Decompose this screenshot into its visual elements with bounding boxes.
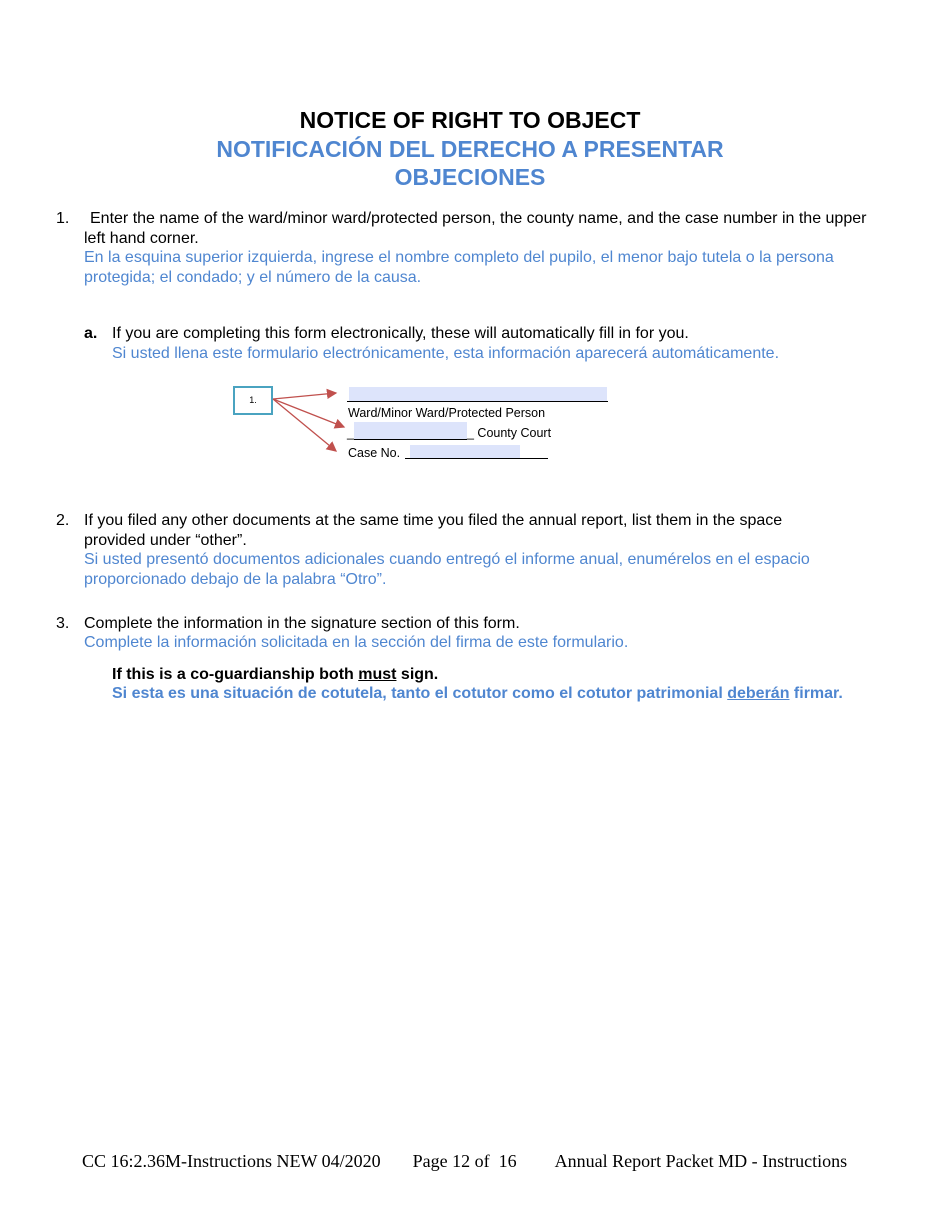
item-2-text-spanish: Si usted presentó documentos adicionales cuando entregó el informe anual, enumérelos en el espacio proporcionado debajo de la palabra “Otro”. (84, 551, 810, 588)
page-footer (82, 1151, 882, 1172)
county-label: _ County Court (467, 426, 552, 440)
coguardian-note-end: sign. (396, 666, 439, 683)
item-1-text-spanish: En la esquina superior izquierda, ingrese el nombre completo del pupilo, el menor bajo tutela o la persona protegida; el condado; y el número de la causa. (84, 249, 834, 286)
county-prefix: _ (347, 426, 354, 440)
case-line (405, 458, 548, 459)
arrow-to-county-field (273, 399, 344, 427)
coguardian-note (112, 665, 912, 685)
ward-name-line (347, 401, 608, 402)
ward-name-fill-field (349, 387, 607, 401)
footer-form-id: CC 16:2.36M-Instructions NEW 04/2020 (82, 1151, 381, 1171)
page-title: NOTICE OF RIGHT TO OBJECT (299, 107, 641, 133)
ward-label: Ward/Minor Ward/Protected Person (348, 406, 546, 420)
page-title-spanish-line1: NOTIFICACIÓN DEL DERECHO A PRESENTAR (216, 136, 724, 162)
coguardian-must: must (358, 666, 397, 683)
item-2-number: 2. (56, 512, 70, 529)
arrow-to-ward-field (273, 393, 336, 399)
footer-page-number: Page 12 of 16 (412, 1151, 517, 1171)
item-3-text: Complete the information in the signature section of this form. (84, 615, 520, 632)
case-fill-field (410, 445, 520, 458)
county-fill-field (354, 422, 467, 440)
subitem-a-letter: a. (84, 325, 98, 342)
page-title-spanish (0, 135, 940, 191)
coguardian-deberan: deberán (727, 685, 790, 702)
coguardian-note-spanish (112, 684, 912, 704)
item-1-number: 1. (56, 210, 70, 227)
item-3-number: 3. (56, 615, 70, 632)
coguardian-spanish-end: firmar. (789, 685, 843, 702)
coguardian-note-start: If this is a co-guardianship both (112, 666, 359, 683)
coguardian-spanish-start: Si esta es una situación de cotutela, tanto el cotutor como el cotutor patrimonial (112, 685, 728, 702)
page-title-spanish-line2: OBJECIONES (394, 164, 546, 190)
footer-packet-name: Annual Report Packet MD - Instructions (554, 1151, 848, 1171)
arrow-to-case-field (273, 399, 336, 451)
item-3-text-spanish: Complete la información solicitada en la sección del firma de este formulario. (84, 634, 629, 651)
item-1-text: Enter the name of the ward/minor ward/protected person, the county name, and the case number in the upper left hand corner. (84, 210, 867, 247)
subitem-a-text-spanish: Si usted llena este formulario electrónicamente, esta información aparecerá automáticamente. (112, 345, 780, 362)
case-label: Case No. (348, 446, 401, 460)
example-field-box: 1. (233, 386, 273, 415)
subitem-a-text: If you are completing this form electronically, these will automatically fill in for you. (112, 325, 689, 342)
item-2-text: If you filed any other documents at the same time you filed the annual report, list them in the space provided under “other”. (84, 512, 783, 549)
example-arrows (268, 385, 358, 465)
